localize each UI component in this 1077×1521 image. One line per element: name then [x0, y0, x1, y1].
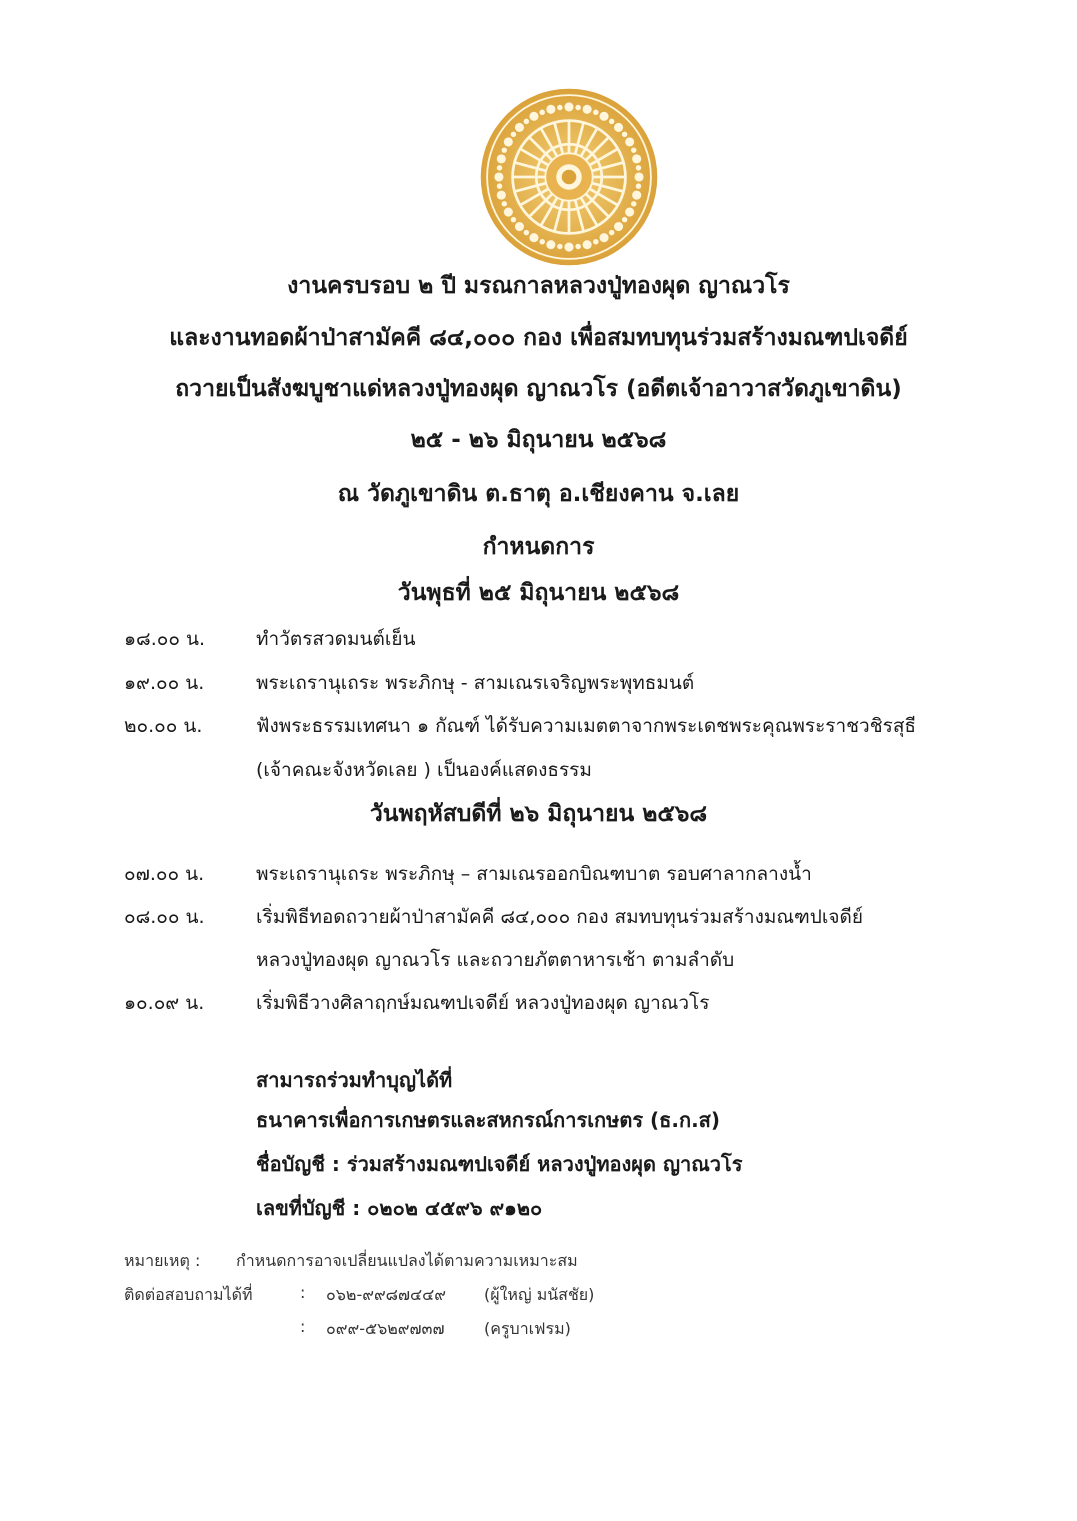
wheel-rim-dot: [593, 110, 598, 115]
wheel-rim-dot: [564, 102, 573, 111]
schedule-time: ๐๘.๐๐ น.: [124, 906, 205, 928]
wheel-rim-dot: [564, 243, 573, 252]
wheel-rim-dot: [609, 230, 614, 235]
wheel-rim-dot: [583, 240, 592, 249]
schedule-activity: ทำวัตรสวดมนต์เย็น: [256, 628, 416, 650]
wheel-rim-dot: [524, 230, 529, 235]
schedule-activity: เริ่มพิธีทอดถวายผ้าป่าสามัคคี ๘๔,๐๐๐ กอง สมทบทุนร่วมสร้างมณฑปเจดีย์: [256, 906, 863, 928]
wheel-rim-dot: [504, 137, 513, 146]
remark-text: กำหนดการอาจเปลี่ยนแปลงได้ตามความเหมาะสม: [236, 1251, 578, 1270]
wheel-rim-dot: [636, 165, 641, 170]
schedule-activity: (เจ้าคณะจังหวัดเลย ) เป็นองค์แสดงธรรม: [256, 759, 592, 781]
contact-phone: ๐๙๙-๕๖๒๙๗๓๗: [326, 1319, 445, 1338]
contact-label: ติดต่อสอบถามได้ที่: [124, 1285, 253, 1304]
schedule-time: ๑๘.๐๐ น.: [124, 628, 206, 650]
wheel-rim-dot: [575, 244, 580, 249]
wheel-rim-dot: [622, 217, 627, 222]
wheel-rim-dot: [511, 217, 516, 222]
event-venue: ณ วัดภูเขาดิน ต.ธาตุ อ.เชียงคาน จ.เลย: [337, 481, 740, 507]
wheel-rim-dot: [504, 207, 513, 216]
wheel-rim-dot: [614, 222, 623, 231]
wheel-rim-dot: [539, 110, 544, 115]
day2-heading: วันพฤหัสบดีที่ ๒๖ มิถุนายน ๒๕๖๘: [369, 801, 708, 827]
title-line-1: งานครบรอบ ๒ ปี มรณกาลหลวงปู่ทองผุด ญาณวโร: [287, 273, 790, 299]
bank-name: ธนาคารเพื่อการเกษตรและสหกรณ์การเกษตร (ธ.ก.ส): [256, 1108, 721, 1132]
wheel-rim-dot: [583, 105, 592, 114]
schedule-activity: พระเถรานุเถระ พระภิกษุ - สามเณรเจริญพระพุทธมนต์: [256, 672, 695, 694]
wheel-rim-dot: [635, 172, 644, 181]
wheel-rim-dot: [625, 137, 634, 146]
contact-name: (ผู้ใหญ่ มนัสชัย): [484, 1285, 595, 1304]
title-line-3: ถวายเป็นสังฆบูชาแด่หลวงปู่ทองผุด ญาณวโร (อดีตเจ้าอาวาสวัดภูเขาดิน): [175, 376, 902, 402]
schedule-activity: เริ่มพิธีวางศิลาฤกษ์มณฑปเจดีย์ หลวงปู่ทองผุด ญาณวโร: [256, 992, 710, 1014]
wheel-rim-dot: [502, 201, 507, 206]
schedule-activity: พระเถรานุเถระ พระภิกษุ – สามเณรออกบิณฑบาต รอบศาลากลางน้ำ: [256, 863, 812, 885]
wheel-rim-dot: [632, 191, 641, 200]
wheel-rim-dot: [497, 191, 506, 200]
schedule-time: ๑๙.๐๐ น.: [124, 672, 205, 694]
wheel-rim-dot: [631, 147, 636, 152]
schedule-time: ๑๐.๐๙ น.: [124, 992, 205, 1014]
wheel-rim-dot: [557, 244, 562, 249]
wheel-rim-dot: [539, 239, 544, 244]
wheel-rim-dot: [497, 154, 506, 163]
wheel-rim-dot: [494, 172, 503, 181]
account-name: ชื่อบัญชี : ร่วมสร้างมณฑปเจดีย์ หลวงปู่ทองผุด ญาณวโร: [256, 1152, 743, 1176]
wheel-rim-dot: [502, 147, 507, 152]
contact-name: (ครูบาเฟรม): [484, 1319, 571, 1338]
day1-heading: วันพุธที่ ๒๕ มิถุนายน ๒๕๖๘: [397, 580, 680, 606]
wheel-rim-dot: [529, 233, 538, 242]
schedule-heading: กำหนดการ: [482, 534, 595, 560]
remark-label: หมายเหตุ :: [124, 1251, 201, 1270]
wheel-rim-dot: [546, 105, 555, 114]
event-dates: ๒๕ - ๒๖ มิถุนายน ๒๕๖๘: [410, 427, 667, 453]
wheel-rim-dot: [614, 123, 623, 132]
wheel-rim-dot: [515, 222, 524, 231]
wheel-rim-dot: [497, 165, 502, 170]
wheel-rim-dot: [625, 207, 634, 216]
contact-phone: ๐๖๒-๙๙๘๗๔๔๙: [326, 1285, 446, 1304]
contact-separator: :: [300, 1317, 306, 1336]
donation-heading: สามารถร่วมทำบุญได้ที่: [256, 1068, 453, 1092]
wheel-rim-dot: [636, 183, 641, 188]
wheel-rim-dot: [599, 233, 608, 242]
wheel-rim-dot: [497, 183, 502, 188]
wheel-rim-dot: [622, 132, 627, 137]
wheel-rim-dot: [524, 119, 529, 124]
wheel-rim-dot: [511, 132, 516, 137]
wheel-rim-dot: [593, 239, 598, 244]
title-line-2: และงานทอดผ้าป่าสามัคคี ๘๔,๐๐๐ กอง เพื่อสมทบทุนร่วมสร้างมณฑปเจดีย์: [169, 325, 908, 351]
schedule-activity: ฟังพระธรรมเทศนา ๑ กัณฑ์ ได้รับความเมตตาจากพระเดชพระคุณพระราชวชิรสุธี: [256, 715, 917, 737]
wheel-rim-dot: [599, 112, 608, 121]
schedule-activity: หลวงปู่ทองผุด ญาณวโร และถวายภัตตาหารเช้า ตามลำดับ: [256, 949, 735, 971]
dharma-wheel-icon: [478, 86, 660, 268]
wheel-rim-dot: [546, 240, 555, 249]
schedule-time: ๒๐.๐๐ น.: [124, 715, 203, 737]
account-number: เลขที่บัญชี : ๐๒๐๒ ๔๕๙๖ ๙๑๒๐: [256, 1196, 543, 1220]
wheel-rim-dot: [529, 112, 538, 121]
wheel-rim-dot: [632, 154, 641, 163]
schedule-time: ๐๗.๐๐ น.: [124, 863, 205, 885]
contact-separator: :: [300, 1283, 306, 1302]
wheel-rim-dot: [631, 201, 636, 206]
wheel-rim-dot: [515, 123, 524, 132]
wheel-rim-dot: [575, 105, 580, 110]
wheel-rim-dot: [557, 105, 562, 110]
wheel-rim-dot: [609, 119, 614, 124]
